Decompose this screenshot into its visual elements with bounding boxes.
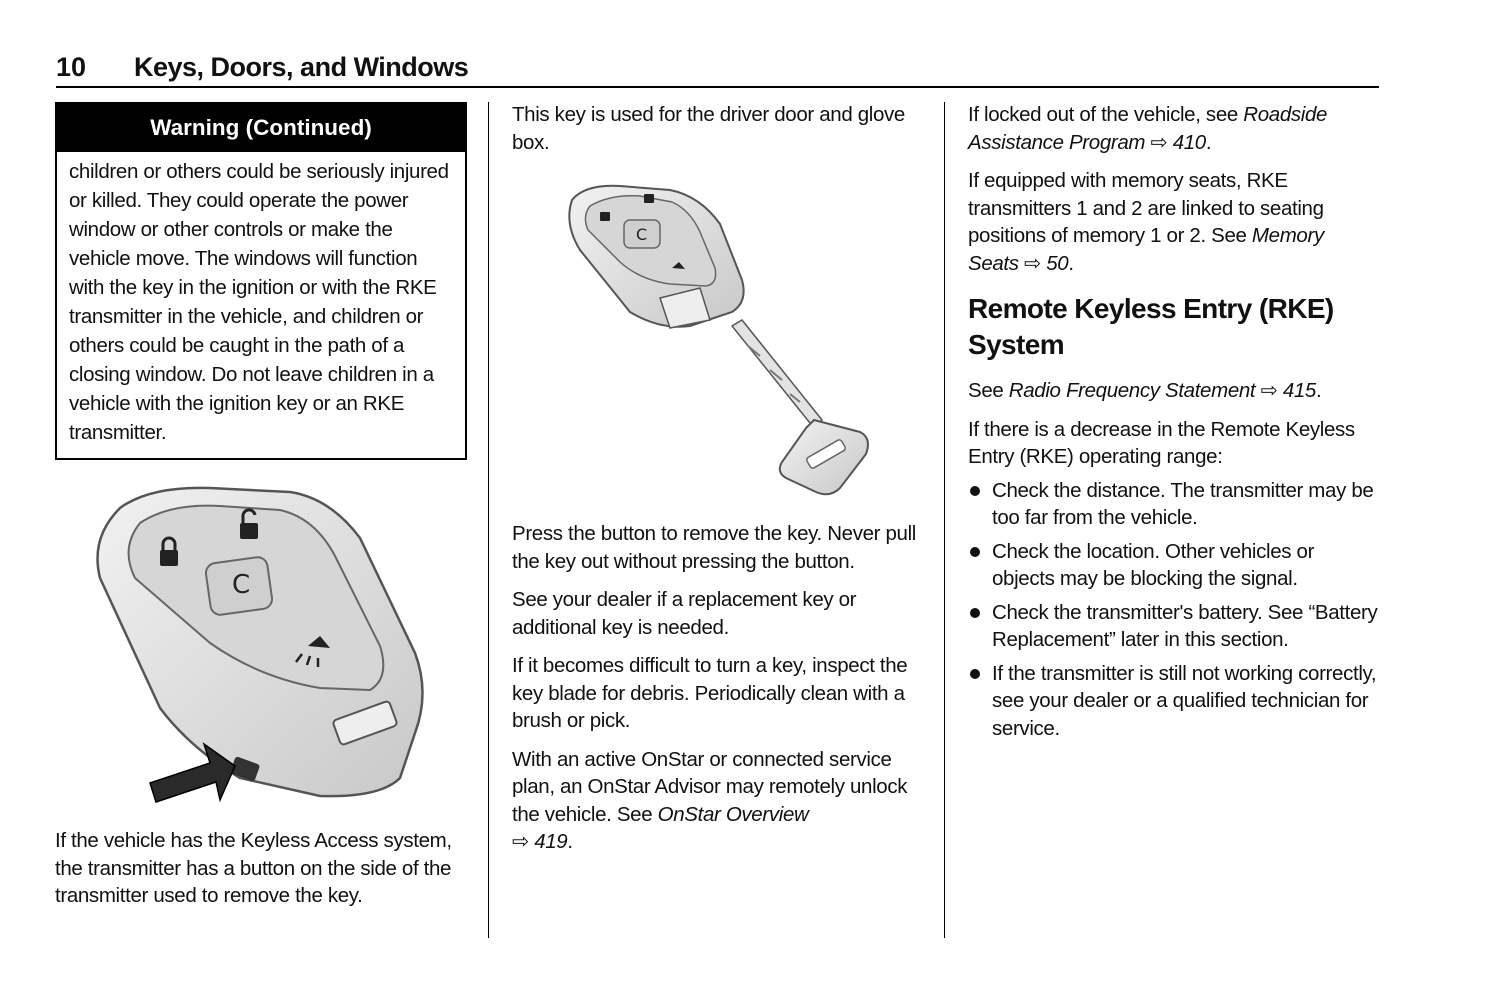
section-heading-rke: Remote Keyless Entry (RKE) System [968, 293, 1334, 360]
remote-start-icon: C [636, 225, 648, 244]
warning-box [55, 102, 467, 460]
column-2-top [512, 101, 922, 167]
troubleshooting-list [968, 477, 1378, 743]
roadside-ref-page[interactable]: 410 [1172, 130, 1206, 154]
list-item [968, 538, 1378, 593]
cross-reference-arrow-icon: ⇨ [1024, 251, 1041, 275]
cross-reference-arrow-icon: ⇨ [1150, 130, 1168, 154]
locked-out-text: If locked out of the vehicle, see [968, 103, 1244, 126]
see-radio-text: See [968, 379, 1009, 402]
roadside-ref-link[interactable]: Roadside Assistance Program [968, 103, 1328, 154]
locked-out-end: . [1205, 130, 1212, 154]
list-item [968, 477, 1378, 532]
memory-seats-ref-page[interactable]: 50 [1046, 251, 1069, 275]
list-item-text: Check the transmitter's battery. See “Battery Replacement” later in this section. [992, 600, 1378, 651]
list-item-text: Check the location. Other vehicles or objects may be blocking the signal. [992, 539, 1315, 590]
bullet-icon [970, 669, 980, 679]
cross-reference-arrow-icon: ⇨ [1260, 379, 1278, 402]
keyfob-side-button-illustration [80, 478, 440, 813]
chapter-title: Keys, Doors, and Windows [134, 52, 469, 82]
column-divider-1 [488, 102, 489, 938]
radio-frequency-ref-link[interactable]: Radio Frequency Statement [1008, 379, 1256, 402]
column-2-body [512, 520, 922, 867]
lock-icon [600, 212, 610, 221]
keyfob-with-key-blade-illustration [560, 180, 880, 500]
onstar-text: With an active OnStar or connected service plan, an OnStar Advisor may remotely unlock the vehicle. See [512, 747, 908, 826]
cross-reference-arrow-icon: ⇨ [512, 830, 529, 853]
paragraph-key-debris: If it becomes difficult to turn a key, inspect the key blade for debris. Periodically clean with a brush or pick. [512, 654, 908, 732]
paragraph-replacement-key: See your dealer if a replacement key or additional key is needed. [512, 588, 857, 639]
warning-title: Warning (Continued) [57, 104, 465, 152]
memory-seats-end: . [1068, 251, 1074, 275]
paragraph-driver-door: This key is used for the driver door and glove box. [512, 103, 905, 154]
onstar-end: . [567, 830, 573, 853]
radio-frequency-ref-page[interactable]: 415 [1282, 379, 1316, 402]
paragraph-press-button: Press the button to remove the key. Never pull the key out without pressing the button. [512, 522, 916, 573]
memory-seats-ref-link[interactable]: Memory Seats [968, 224, 1324, 275]
bullet-icon [970, 608, 980, 618]
column-divider-2 [944, 102, 945, 938]
paragraph-locked-out [968, 101, 1378, 156]
onstar-ref-link[interactable]: OnStar Overview [657, 802, 809, 826]
column-1-caption: If the vehicle has the Keyless Access system, the transmitter has a button on the side of the transmitter used to remove the key. [55, 829, 452, 907]
list-item-text: If the transmitter is still not working correctly, see your dealer or a qualified technician for service. [992, 661, 1377, 740]
paragraph-see-radio [968, 377, 1378, 405]
remote-start-icon: C [232, 570, 251, 600]
warning-text: children or others could be seriously injured or killed. They could operate the power window or other controls or make the vehicle move. The windows will function with the key in the ignition or with the RKE transmitter in the vehicle, and children or others could be caught in the path of a closing window. Do not leave children in a vehicle with the ignition key or an RKE transmitter. [69, 160, 449, 444]
list-item [968, 660, 1378, 743]
paragraph-range-decrease: If there is a decrease in the Remote Keyless Entry (RKE) operating range: [968, 417, 1355, 468]
list-item-text: Check the distance. The transmitter may be too far from the vehicle. [992, 478, 1374, 529]
unlock-icon [644, 194, 654, 203]
column-3 [968, 101, 1378, 748]
list-item [968, 599, 1378, 654]
paragraph-memory-seats [968, 167, 1378, 277]
page-header [56, 50, 1379, 88]
bullet-icon [970, 486, 980, 496]
onstar-ref-page[interactable]: 419 [534, 830, 568, 853]
paragraph-onstar [512, 746, 922, 856]
see-radio-end: . [1315, 379, 1322, 402]
bullet-icon [970, 547, 980, 557]
memory-seats-text: If equipped with memory seats, RKE transmitters 1 and 2 are linked to seating positions of memory 1 or 2. See [968, 169, 1324, 247]
key-blade [732, 320, 822, 428]
page-number: 10 [56, 52, 87, 82]
